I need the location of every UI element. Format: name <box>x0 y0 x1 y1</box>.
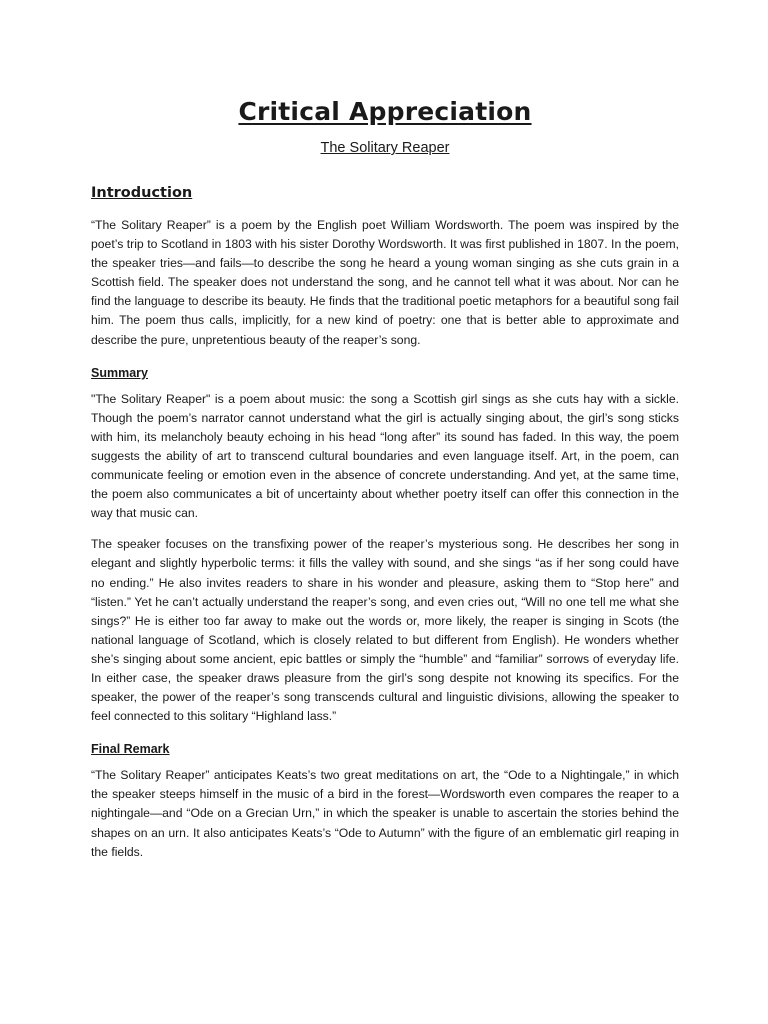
introduction-paragraph: “The Solitary Reaper” is a poem by the English poet William Wordsworth. The poem was inspired by the poet’s trip to Scotland in 1803 with his sister Dorothy Wordsworth. It was first published in 1807. In the poem, the speaker tries—and fails—to describe the song he heard a young woman singing as she cuts grain in a Scottish field. The speaker does not understand the song, and he cannot tell what it was about. Nor can he find the language to describe its beauty. He finds that the traditional poetic metaphors for a beautiful song fail him. The poem thus calls, implicitly, for a new kind of poetry: one that is better able to approximate and describe the pure, unpretentious beauty of the reaper’s song. <box>91 218 679 347</box>
document-subtitle: The Solitary Reaper <box>320 140 450 156</box>
final-remark-paragraph: “The Solitary Reaper” anticipates Keats’s two great meditations on art, the “Ode to a Nightingale,” in which the speaker steeps himself in the music of a bird in the forest—Wordsworth even compares the reaper to a nightingale—and “Ode on a Grecian Urn,” in which the speaker is unable to ascertain the stories behind the shapes on an urn. It also anticipates Keats’s “Ode to Autumn” with the figure of an emblematic girl reaping in the fields. <box>91 768 679 859</box>
summary-heading: Summary <box>91 365 148 380</box>
summary-paragraph-1: "The Solitary Reaper" is a poem about music: the song a Scottish girl sings as she cuts hay with a sickle. Though the poem’s narrator cannot understand what the girl is actually singing about, the girl’s song sticks with him, its melancholy beauty echoing in his head “long after” its sound has faded. In this way, the poem suggests the ability of art to transcend cultural boundaries and even language itself. Art, in the poem, can communicate feeling or emotion even in the absence of concrete understanding. And yet, at the same time, the poem also communicates a bit of uncertainty about whether poetry itself can offer this connection in the way that music can. <box>91 391 679 521</box>
introduction-heading: Introduction <box>91 185 193 201</box>
final-remark-heading: Final Remark <box>91 742 170 757</box>
summary-paragraph-2: The speaker focuses on the transfixing power of the reaper’s mysterious song. He describes her song in elegant and slightly hyperbolic terms: it fills the valley with sound, and she sings “as if her song could have no ending.” He also invites readers to share in his wonder and pleasure, asking them to “Stop here” and “listen.” Yet he can’t actually understand the reaper’s song, and even cries out, “Will no one tell me what she sings?” He is either too far away to make out the words or, more likely, the reaper is singing in Scots (the national language of Scotland, which is closely related to but different from English). He wonders whether she’s singing about some ancient, epic battles or simply the “humble” and “familiar” sorrows of everyday life. In either case, the speaker draws pleasure from the girl’s song despite not knowing its specifics. For the speaker, the power of the reaper’s song transcends cultural and linguistic divisions, allowing the speaker to feel connected to this solitary “Highland lass.” <box>91 537 679 724</box>
document-title: Critical Appreciation <box>238 97 532 126</box>
